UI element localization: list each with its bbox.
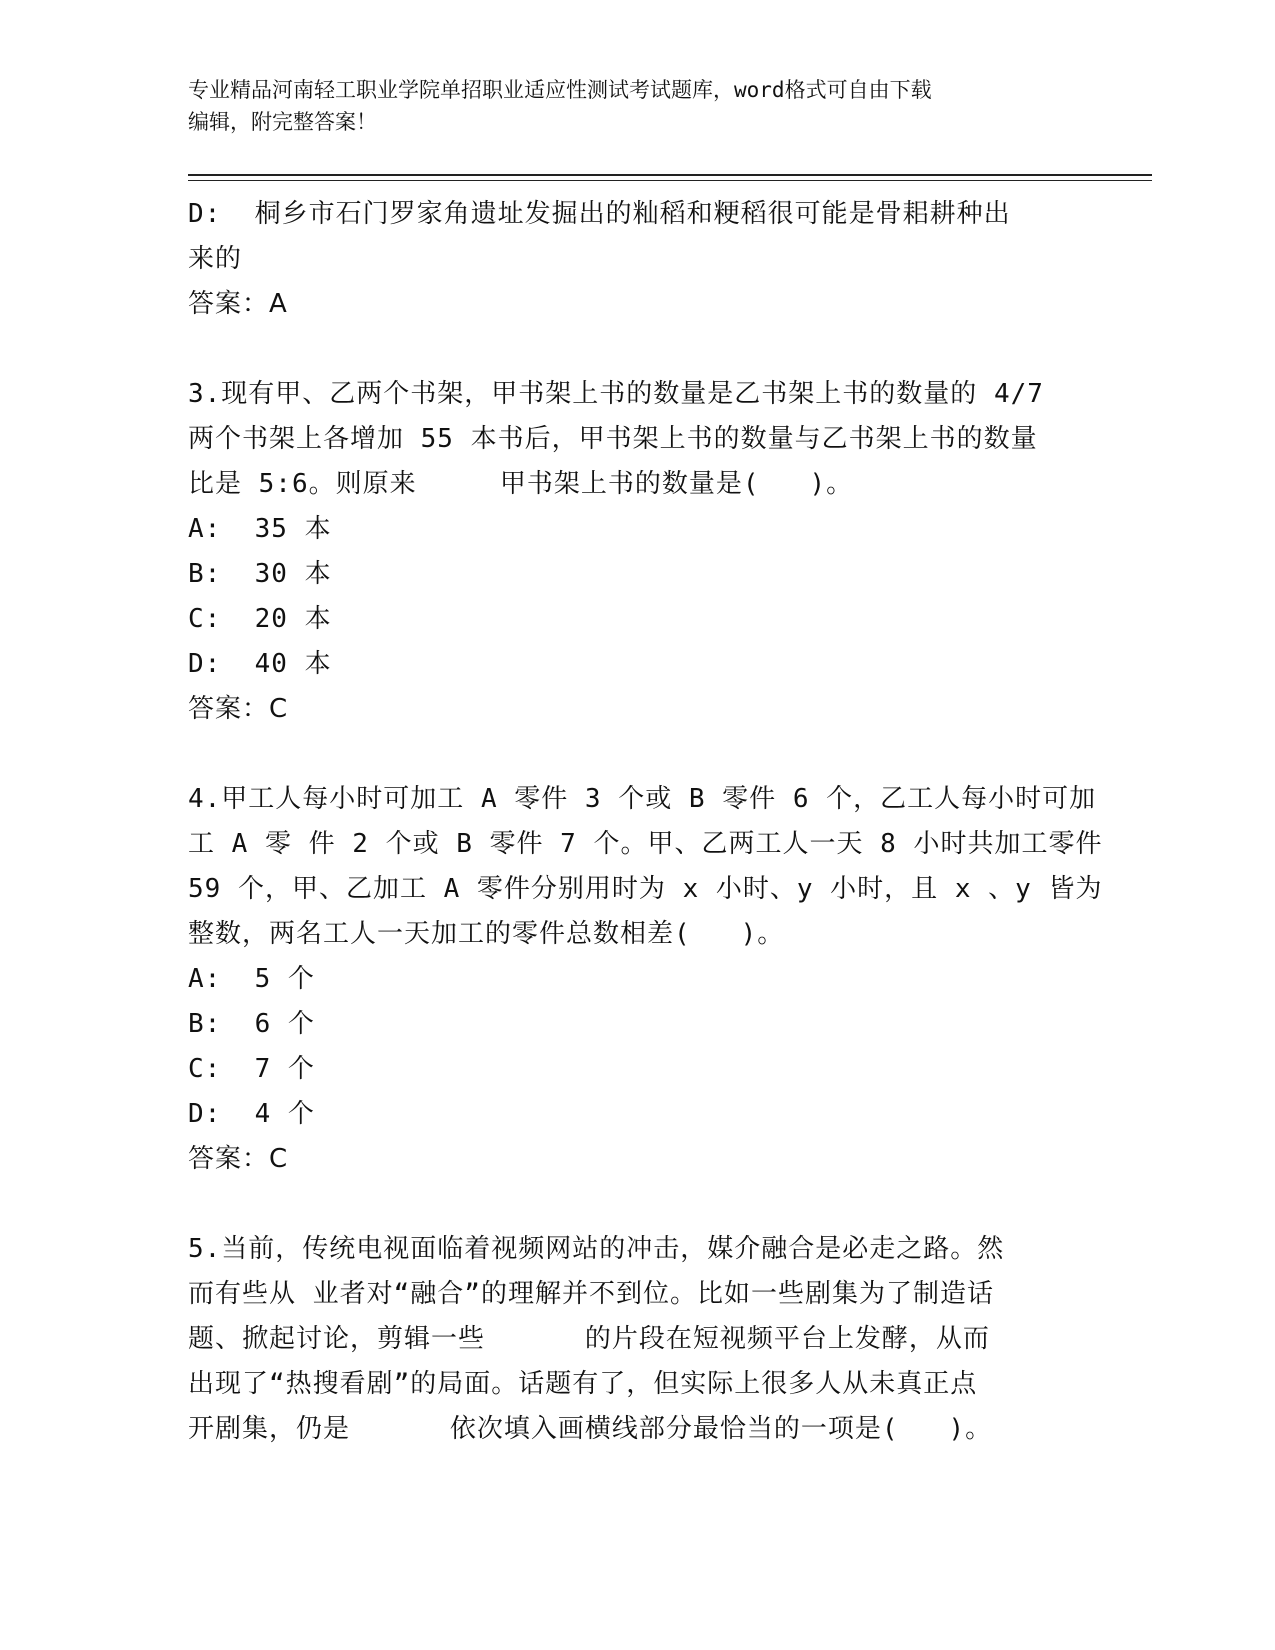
question-text-line: 题、掀起讨论，剪辑一些 的片段在短视频平台上发酵，从而 [188,1324,990,1354]
question-3 [188,372,1088,732]
header-line-2: 编辑，附完整答案！ [188,110,377,134]
question-text-line: 比是 5:6。则原来 甲书架上书的数量是( )。 [188,469,854,499]
option-c: C: 20 本 [188,604,332,634]
question-text-line: 4.甲工人每小时可加工 A 零件 3 个或 B 零件 6 个，乙工人每小时可加 [188,784,1097,814]
header-divider-thin [188,180,1152,181]
question-text-line: 开剧集，仍是 依次填入画横线部分最恰当的一项是( )。 [188,1414,993,1444]
option-a: A: 5 个 [188,964,315,994]
question-text-line: 出现了“热搜看剧”的局面。话题有了，但实际上很多人从未真正点 [188,1369,978,1399]
answer-line: 答案：C [188,1144,289,1174]
option-d: D: 桐乡市石门罗家角遗址发掘出的籼稻和粳稻很可能是骨耜耕种出 [188,199,1011,229]
option-d-continued: 来的 [188,244,243,274]
answer-line: 答案：A [188,289,288,319]
question-text-line: 整数，两名工人一天加工的零件总数相差( )。 [188,919,785,949]
option-b: B: 6 个 [188,1009,315,1039]
option-c: C: 7 个 [188,1054,315,1084]
question-text-line: 59 个，甲、乙加工 A 零件分别用时为 x 小时、y 小时，且 x 、y 皆为 [188,874,1103,904]
question-text-line: 3.现有甲、乙两个书架，甲书架上书的数量是乙书架上书的数量的 4/7 [188,379,1044,409]
document-header [188,74,1068,138]
question-4 [188,777,1103,1182]
spacer [188,327,1088,372]
header-divider-thick [188,174,1152,176]
question-text-line: 5.当前，传统电视面临着视频网站的冲击，媒介融合是必走之路。然 [188,1234,1005,1264]
question-text-line: 而有些从 业者对“融合”的理解并不到位。比如一些剧集为了制造话 [188,1279,994,1309]
option-a: A: 35 本 [188,514,332,544]
option-d: D: 4 个 [188,1099,315,1129]
question-text-line: 两个书架上各增加 55 本书后，甲书架上书的数量与乙书架上书的数量 [188,424,1038,454]
header-line-1: 专业精品河南轻工职业学院单招职业适应性测试考试题库，word格式可自由下载 [188,78,932,102]
document-body [188,192,1103,1452]
answer-line: 答案：C [188,694,289,724]
question-text-line: 工 A 零 件 2 个或 B 零件 7 个。甲、乙两工人一天 8 小时共加工零件 [188,829,1103,859]
option-b: B: 30 本 [188,559,332,589]
question-5 [188,1227,1088,1452]
spacer [188,1182,1088,1227]
spacer [188,732,1088,777]
option-d: D: 40 本 [188,649,332,679]
question-2-tail [188,192,1088,327]
